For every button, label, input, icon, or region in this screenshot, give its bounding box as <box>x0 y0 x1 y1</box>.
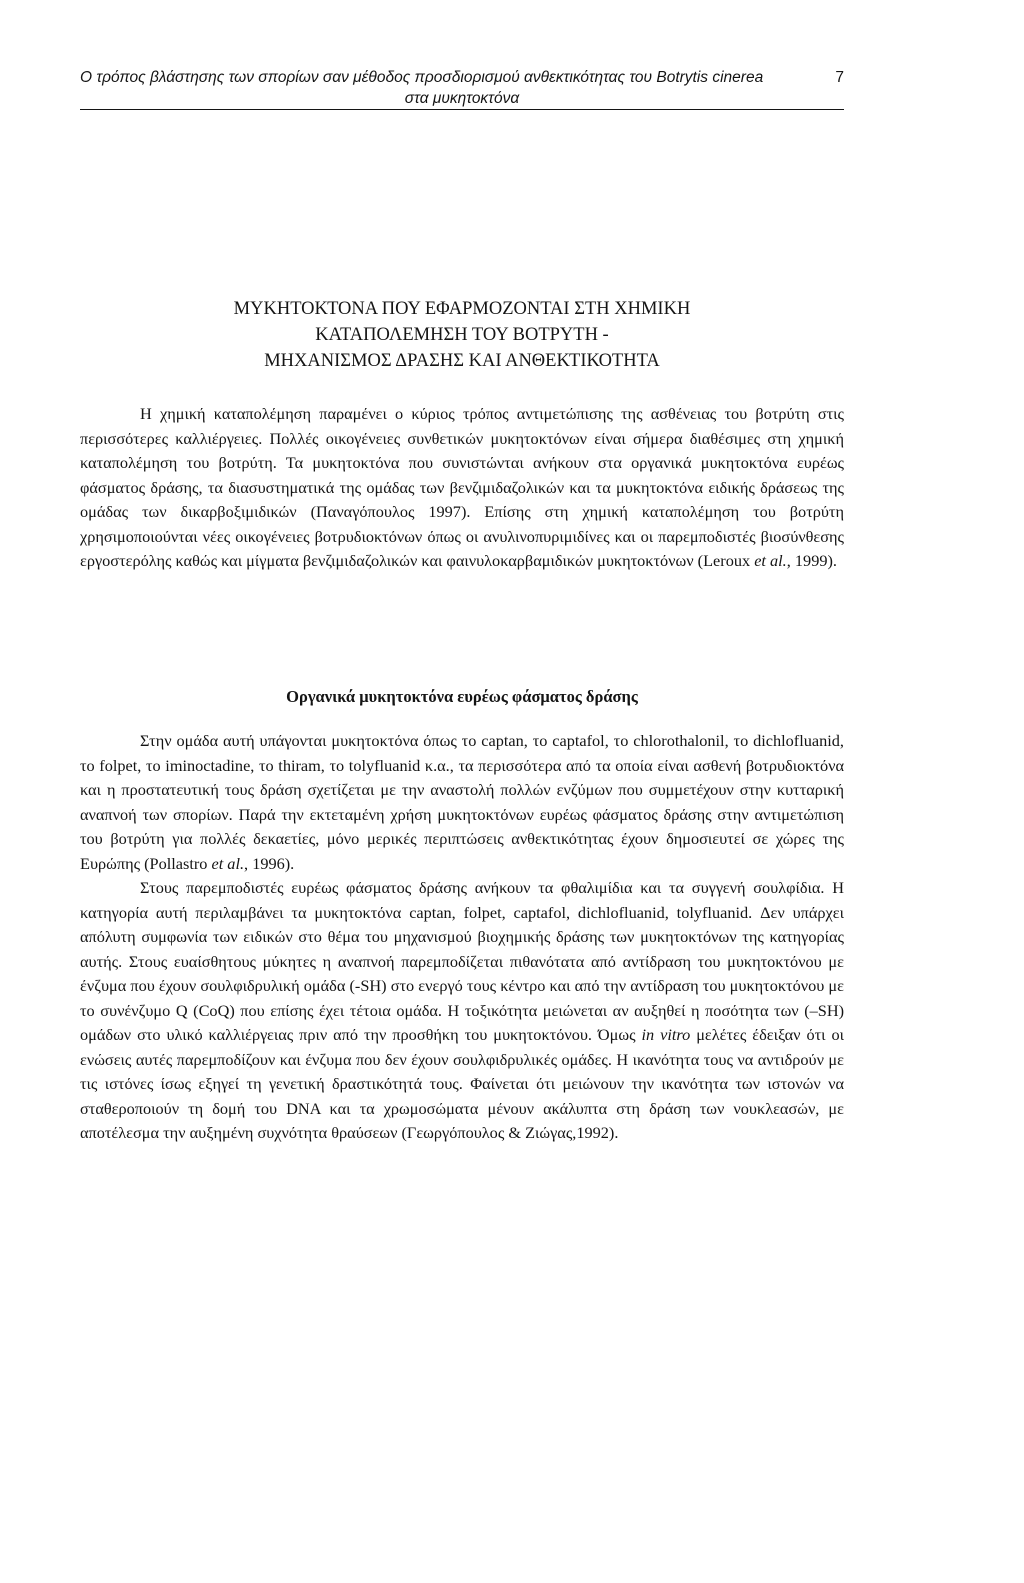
running-title: Ο τρόπος βλάστησης των σπορίων σαν μέθοδος προσδιορισμού ανθεκτικότητας του Botrytis cinerea <box>80 69 764 86</box>
page-number: 7 <box>835 69 844 86</box>
chapter-title-line2: ΚΑΤΑΠΟΛΕΜΗΣΗ ΤΟΥ ΒΟΤΡΥΤΗ - <box>315 325 609 345</box>
section-paragraph-1 <box>80 729 844 876</box>
running-title-continuation: στα μυκητοκτόνα <box>80 90 844 110</box>
paragraph-1-text-a: Στην ομάδα αυτή υπάγονται μυκητοκτόνα όπως το captan, το captafol, το chlorothalonil, το dichlofluanid, το folpet, το iminoctadine, το thiram, το tolyfluanid κ.α., τα περισσότερα από τα οποία είναι ασθενή βοτρυδιοκτόνα και η προστατευτική τους δράση σχετίζεται με την αναστολή πολλών ενζύμων που συμμετέχουν στην κυτταρική αναπνοή των σπορίων. Παρά την εκτεταμένη χρήση μυκητοκτόνων ευρέως φάσματος δράσης στην αντιμετώπιση του βοτρύτη για πολλές δεκαετίες, μόνο μερικές περιπτώσεις ανθεκτικότητας έχουν δημοσιευτεί σε χώρες της Ευρώπης (Pollastro <box>80 731 844 873</box>
section-body <box>80 729 844 1146</box>
section-paragraph-2 <box>80 876 844 1146</box>
intro-text <box>80 402 844 574</box>
chapter-title-line3: ΜΗΧΑΝΙΣΜΟΣ ΔΡΑΣΗΣ ΚΑΙ ΑΝΘΕΚΤΙΚΟΤΗΤΑ <box>264 351 660 371</box>
chapter-title-line1: ΜΥΚΗΤΟΚΤΟΝΑ ΠΟΥ ΕΦΑΡΜΟΖΟΝΤΑΙ ΣΤΗ ΧΗΜΙΚΗ <box>233 299 691 319</box>
paragraph-1-et-al: et al. <box>211 853 245 873</box>
intro-paragraph <box>80 402 844 574</box>
paragraph-2-text-a: Στους παρεμποδιστές ευρέως φάσματος δράσης ανήκουν τα φθαλιμίδια και τα συγγενή σουλφίδια. Η κατηγορία αυτή περιλαμβάνει τα μυκητοκτόνα captan, folpet, captafol, dichlofluanid, tolyfluanid. Δεν υπάρχει απόλυτη συμφωνία των ειδικών στο θέμα του μηχανισμού βιοχημικής δράσης των μυκητοκτόνων της κατηγορίας αυτής. Στους ευαίσθητους μύκητες η αναπνοή παρεμποδίζεται πιθανότατα από αντίδραση του μυκητοκτόνου με ένζυμα που έχουν σουλφιδρυλική ομάδα (-SH) στο ενεργό τους κέντρο και από την αντίδραση του μυκητοκτόνου με το συνένζυμο Q (CoQ) που επίσης έχει τέτοια ομάδα. Η τοξικότητα μειώνεται αν αυξηθεί η ποσότητα των (–SH) ομάδων στο υλικό καλλιέργειας πριν από την προσθήκη του μυκητοκτόνου. Όμως <box>80 878 844 1044</box>
running-header-line1 <box>80 66 844 90</box>
intro-text-b: , 1999). <box>786 551 837 570</box>
running-header <box>80 66 844 110</box>
paragraph-2-in-vitro: in vitro <box>641 1025 691 1044</box>
intro-et-al: et al. <box>754 551 787 570</box>
paragraph-1-text-b: , 1996). <box>244 853 295 873</box>
paragraph-2-text-b: μελέτες έδειξαν ότι οι ενώσεις αυτές παρεμποδίζουν και ένζυμα που δεν έχουν σουλφιδρυλικές ομάδες. Η ικανότητα τους να αντιδρούν με τις ιστόνες ίσως εξηγεί τη γενετική δραστικότητά τους. Φαίνεται ότι μειώνουν την ικανότητα των ιστονών να σταθεροποιούν τη δομή του DNA και τα χρωμοσώματα μένουν ακάλυπτα στη δράση των νουκλεασών, με αποτέλεσμα την αυξημένη συχνότητα θραύσεων (Γεωργόπουλος & Ζιώγας,1992). <box>80 1025 844 1142</box>
section-heading: Οργανικά μυκητοκτόνα ευρέως φάσματος δράσης <box>286 687 638 706</box>
intro-text-a: Η χημική καταπολέμηση παραμένει ο κύριος τρόπος αντιμετώπισης της ασθένειας του βοτρύτη στις περισσότερες καλλιέργειες. Πολλές οικογένειες συνθετικών μυκητοκτόνων είναι σήμερα διαθέσιμες στη χημική καταπολέμηση του βοτρύτη. Τα μυκητοκτόνα που συνιστώνται ανήκουν στα οργανικά μυκητοκτόνα ευρέως φάσματος δράσης, τα διασυστηματικά της ομάδας των βενζιμιδαζολικών και τα μυκητοκτόνα ειδικής δράσεως της ομάδας των δικαρβοξιμιδικών (Παναγόπουλος 1997). Επίσης στη χημική καταπολέμηση του βοτρύτη χρησιμοποιούνται νέες οικογένειες βοτρυδιοκτόνων όπως οι ανυλινοπυριμιδίνες και οι παρεμποδιστές βιοσύνθεσης εργοστερόλης καθώς και μίγματα βενζιμιδαζολικών και φαινυλοκαρβαμιδικών μυκητοκτόνων (Leroux <box>80 404 844 570</box>
chapter-title <box>80 296 844 374</box>
